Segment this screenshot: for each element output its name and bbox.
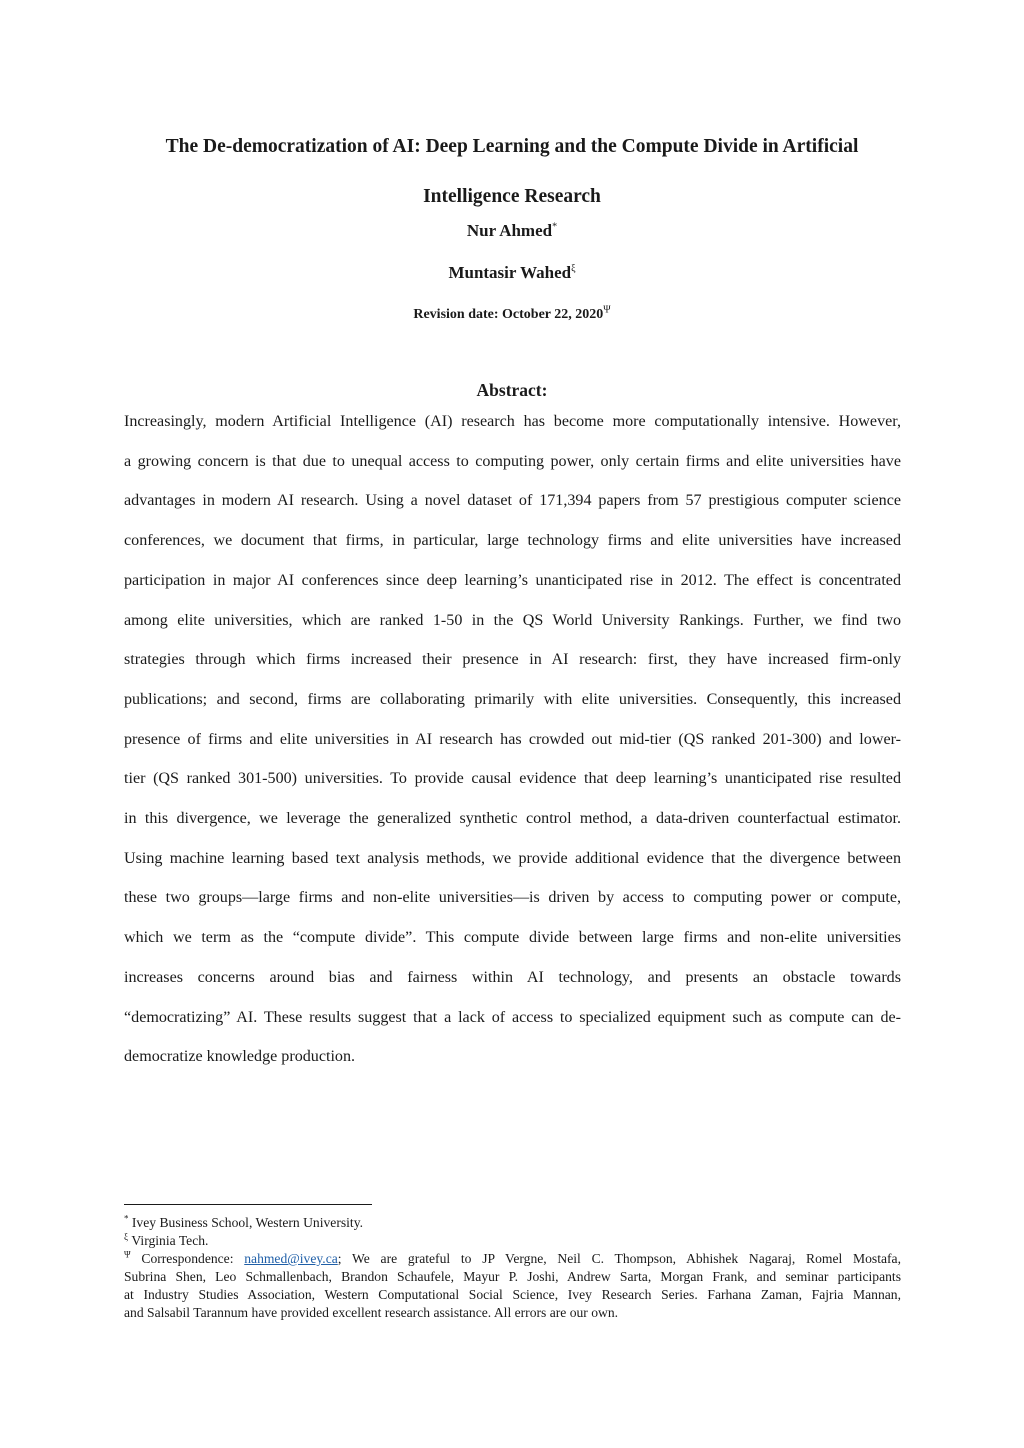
footnote-text: ; We are grateful to JP Vergne, Neil C. Thompson, Abhishek Nagaraj, Romel Mostafa, bbox=[337, 1251, 901, 1266]
footnote-line: Subrina Shen, Leo Schmallenbach, Brandon Schaufele, Mayur P. Joshi, Andrew Sarta, Morgan Frank, and seminar participants bbox=[124, 1269, 901, 1284]
author-1-mark: * bbox=[552, 221, 558, 233]
footnote-line bbox=[124, 1250, 901, 1268]
footnotes bbox=[124, 1214, 901, 1322]
abstract-line: among elite universities, which are ranked 1-50 in the QS World University Rankings. Further, we find two bbox=[124, 611, 901, 629]
title-line-1: The De-democratization of AI: Deep Learning and the Compute Divide in Artificial bbox=[165, 136, 859, 157]
abstract-line: presence of firms and elite universities in AI research has crowded out mid-tier (QS ranked 201-300) and lower- bbox=[124, 730, 901, 748]
footnote-correspondence bbox=[124, 1250, 901, 1322]
abstract-line: a growing concern is that due to unequal access to computing power, only certain firms and elite universities have bbox=[124, 452, 901, 470]
footnote-line: and Salsabil Tarannum have provided excellent research assistance. All errors are our own. bbox=[124, 1305, 619, 1320]
abstract-line: strategies through which firms increased their presence in AI research: first, they have increased firm-only bbox=[124, 651, 901, 669]
abstract-line: advantages in modern AI research. Using a novel dataset of 171,394 papers from 57 prestigious computer science bbox=[124, 492, 901, 510]
footnote-affiliation-2 bbox=[124, 1232, 901, 1250]
email-link[interactable]: nahmed@ivey.ca bbox=[244, 1251, 338, 1266]
abstract-line: participation in major AI conferences since deep learning’s unanticipated rise in 2012. The effect is concentrated bbox=[124, 571, 901, 589]
abstract-line: “democratizing” AI. These results suggest that a lack of access to specialized equipment such as compute can de- bbox=[124, 1008, 901, 1026]
abstract-line: Using machine learning based text analysis methods, we provide additional evidence that the divergence between bbox=[124, 849, 901, 867]
footnote-text: Ivey Business School, Western University. bbox=[131, 1215, 364, 1230]
footnote-text: Virginia Tech. bbox=[131, 1233, 209, 1248]
abstract-body bbox=[124, 402, 901, 1077]
revision-date bbox=[0, 304, 1024, 326]
footnote-line: at Industry Studies Association, Western Computational Social Science, Ivey Research Series. Farhana Zaman, Fajria Mannan, bbox=[124, 1287, 901, 1302]
abstract-line: tier (QS ranked 301-500) universities. To provide causal evidence that deep learning’s unanticipated rise resulted bbox=[124, 770, 901, 788]
abstract-line: Increasingly, modern Artificial Intelligence (AI) research has become more computationally intensive. However, bbox=[124, 413, 901, 430]
author-1-name: Nur Ahmed bbox=[466, 221, 553, 240]
footnote-mark: * bbox=[124, 1213, 129, 1224]
revision-mark: Ψ bbox=[603, 304, 611, 316]
author-1 bbox=[0, 220, 1024, 242]
abstract-line: conferences, we document that firms, in particular, large technology firms and elite universities have increased bbox=[124, 532, 901, 550]
abstract-line: these two groups—large firms and non-elite universities—is driven by access to computing power or compute, bbox=[124, 889, 901, 907]
footnote-affiliation-1 bbox=[124, 1214, 901, 1232]
correspondence-label: Correspondence: bbox=[141, 1251, 245, 1266]
footnote-mark: Ψ bbox=[124, 1249, 131, 1260]
footnote-mark: ξ bbox=[124, 1231, 129, 1242]
author-2-name: Muntasir Wahed bbox=[448, 263, 572, 282]
abstract-line: democratize knowledge production. bbox=[124, 1048, 356, 1066]
abstract-heading: Abstract: bbox=[476, 380, 548, 400]
footnote-divider bbox=[124, 1204, 372, 1205]
author-2-mark: ξ bbox=[571, 263, 576, 275]
paper-title bbox=[100, 122, 924, 222]
revision-text: Revision date: October 22, 2020 bbox=[413, 307, 604, 322]
abstract-line: publications; and second, firms are collaborating primarily with elite universities. Consequently, this increased bbox=[124, 690, 901, 708]
author-2 bbox=[0, 262, 1024, 284]
abstract-line: increases concerns around bias and fairness within AI technology, and presents an obstacle towards bbox=[124, 968, 901, 986]
title-line-2: Intelligence Research bbox=[423, 186, 601, 207]
abstract-line: in this divergence, we leverage the generalized synthetic control method, a data-driven counterfactual estimator. bbox=[124, 810, 901, 828]
abstract-line: which we term as the “compute divide”. This compute divide between large firms and non-elite universities bbox=[124, 929, 901, 947]
